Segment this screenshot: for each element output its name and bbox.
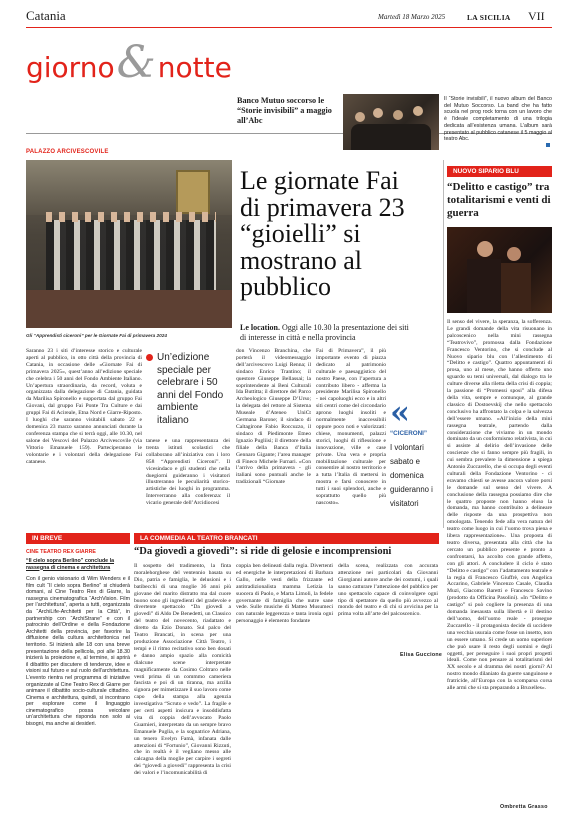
pull-bullet-icon bbox=[146, 354, 153, 361]
quote-mark-icon: « bbox=[390, 393, 410, 431]
comedy-col2: coppia ben delineati dalla regia. Divertenti ed energiche le interpretazioni di Barbara Gallo, nelle vesti della frizzante ed antitradizionalista mamma Letizia la suocera di Paolo, e Marta Limoli, la fedele governante di famiglia che nutre sane vede. Sulle musiche di Matteo Musumeci con naturale leggerezza e tanta ironia ogni personaggio è elemento fondante bbox=[236, 563, 333, 625]
side-divider bbox=[443, 160, 444, 528]
side-author: Ombretta Grasso bbox=[500, 804, 548, 810]
header-rule bbox=[26, 27, 552, 28]
palazzo-kicker: PALAZZO ARCIVESCOVILE bbox=[26, 149, 109, 155]
header-date: Martedì 18 Marzo 2025 bbox=[378, 13, 446, 21]
promo-text: Il “Storie invisibili”, il nuovo album del Banco del Mutuo Soccorso. La band che ha fatto scuola nel prog rock torna con un lavoro che è l’ideale completamento di una trilogia dedicata all’esistenza umana. L’album sarà presentato al pubblico catanese il 5 maggio al teatro Abc. bbox=[444, 96, 552, 143]
section-title-part1: giorno bbox=[26, 51, 115, 84]
quote-title: “CICERONI” bbox=[390, 430, 428, 437]
comedy-title: “Da giovedì a giovedì”: si ride di gelosie e incomprensioni bbox=[134, 546, 392, 557]
promo-title: Banco Mutuo soccorso le “Storie invisibili” a maggio all’Abc bbox=[237, 96, 332, 125]
brief-header: IN BREVE bbox=[26, 533, 130, 544]
section-title-part2: notte bbox=[157, 51, 232, 84]
main-lead-text: Oggi alle 10.30 la presentazione dei siti di interesse in città e nella provincia bbox=[240, 323, 409, 342]
promo-photo bbox=[343, 94, 439, 150]
main-lead-bold: Le location. bbox=[240, 323, 280, 332]
main-title: Le giornate Fai di primavera 23 “gioielli” si mostrano al pubblico bbox=[240, 166, 405, 301]
main-lead bbox=[240, 323, 415, 342]
quote-box bbox=[390, 393, 440, 511]
comedy-author: Elisa Guccione bbox=[400, 652, 443, 658]
main-photo bbox=[26, 160, 232, 328]
header-page: VII bbox=[528, 9, 545, 23]
main-col3: don Vincenzo Branchina, che porterà il videomessaggio dell’arcivescovo Luigi Renna; il sindaco Enrico Trantino; il questore Giuseppe Bellassai; la soprintendente ai Beni Culturali Ida Buttitta; il direttore del Parco Archeologico Giuseppe D’Urso; la delegata del rettore al Sistema Museale d’Ateneo UniCt Germana Barone; il sindaco di Caltagirone Fabio Roccuzzo, il sindaco di Piedimonte Etneo Ignazio Pugliisi; il direttore della filiale della Banca d’Italia Gennaro Gigante; l’area manager di Fineco Michele Furnari. «Con l’arrivo della primavera - gli italiani sono puntuali anche le tradizionali “Giornate bbox=[236, 348, 311, 486]
main-col4: Fai di Primavera”, il più importante evento di piazza dedicato al patrimonio culturale e paesaggistico del nostro Paese, con l’apertura a contributo libero - afferma la presidente Marilisa Spironello - nei capoluoghi ecco e in altri siti centri come del circondario aprono luoghi insoliti e normalmente inaccessibili oppure poco noti e valorizzati: chiese, monumenti, palazzi storici, luoghi di riflessione e innovazione, ville e case private. Una vera e propria mobilitazione culturale per consentire al nostro territorio e a tutta l’Italia di mettersi in mostra e farsi conoscere in tutti i suoi splendori, anche e soprattutto quello più nascosto». bbox=[316, 348, 386, 506]
brief-title: “Il cielo sopra Berlino” conclude la rassegna di cinema e architettura bbox=[26, 558, 115, 571]
brief-text: Con il genio visionario di Wim Wenders e il film cult “Il cielo sopra Berlino” si chiuderà domani, al Cine Teatro Rex di Giarre, la rassegna cinematografica “ArchVision. Film per l’architettura”, aperta a tutti, organizzata da “ArchiLife-Architetti per la Città”, in partnership con “ArchiStrane” e con il patrocinio dell’Ordine e della Fondazione Architetti della provincia, per favorire la diffusione della cultura architettonica nel territorio. Si inizierà alle 18 con una breve presentazione della pellicola, poi alle 18.30 inizierà la proiezione e, al termine, si aprirà il dibattito per discutere di tendenze, idee e visioni sul futuro e sul ruolo dell’architettura. L’evento rientra nel programma di iniziative organizzate al Cine Teatro Rex di Giarre per animare il dibattito socio-culturale cittadino. Cinema e architettura, quindi, si incontrano per esplorare come il linguaggio cinematografico possa veicolare un’architettura che risponda non solo ai bisogni, ma anche ai desideri. bbox=[26, 576, 130, 728]
side-title: “Delitto e castigo” tra totalitarismi e venti di guerra bbox=[447, 181, 551, 219]
promo-bullet bbox=[546, 143, 550, 147]
main-pull-text: Un’edizione speciale per celebrare i 50 anni del Fondo ambiente italiano bbox=[157, 352, 224, 426]
comedy-col1: Il sospetto del tradimento, la finta moralehorghese del ventennio basata su Dio, patria e famiglia, le delusioni e i batibecchi di una moglie 36 anni più giovane del marito distratto ma dal cuore buono sono gli ingredienti del gradevole e divertente spettacolo “Da giovedì a giovedì” di Aldo De Benedetti, un Classico del teatro del novecento, riadattato e diretto da Ezio Donato. Sul palco del Teatro Brancati, in scena per una produzione Associazione Città Teatro, i tempi e il ritmo recitativo sono ben dosati e danno ampio spazio alla comicità dialcune scene interpretate magnificamente da Cosimo Coltraro nelle vesti prima di un commmo cameriera fascista e poi di un tiranna, ma arzilla signora per mimetizzare il suo lavoro come capo della stampa alla agenzia investigativa “Scruto e vedo”. La fragile e per certi aspetti insicura e insoddisfatta vita di coppia dell’avvocato Paolo Guarnieri, interpretato da un sempre bravo Emanuele Puglia, e la sognatrice Adriana, un tenero Evelyn Famà, infanata dalle attenzioni di “Fortunio”, Giovanni Rizzuti, che in realtà è il vegliano messo alle calcagna della moglie per carpire i segreti dei “giovedì a giovedì” rappresenta la crisi dei valori e l’incomunicabilità di bbox=[134, 563, 231, 777]
header-paper: LA SICILIA bbox=[467, 13, 511, 22]
main-pull bbox=[146, 352, 230, 427]
main-col2: tanese e una rappresentanza dei trenta istituti scolastici che collaborano all’iniziativa con i loro 858 “Apprendisti Ciceroni”. Il vicesindaco e gli studenti che nella duegiorni guideranno i visitatori illustreranno le peculiarità storico-artistiche dei luoghi in programma. Interverranno alla conferenza: il vicario generale dell’Arcidiocesi bbox=[146, 438, 230, 507]
section-title bbox=[26, 37, 232, 88]
main-photo-caption: Gli “Apprendisti ciceroni” per le Giornate Fai di primavera 2024 bbox=[26, 333, 167, 338]
side-text: Il senso del vivere, la speranza, la sofferenza. Le grandi domande della vita risuonano in palcoscenico nella mini rassegna “Teatrovivo”, promossa dalla Fondazione Francesco Ventorino, che si conclude al Nuovo sipario blu con l’allestimento di “Delitto e castigo”. Quattro appuntamenti di prosa, uno al mese, che hanno offerto uno sguardo su temi universali, dal dialogo tra le culture diverse alla riletta della crisi di coppia; la passione di “Promessi sposi” alla difesa della vita, sempre e comunque, al grande classico di Dostoevskij che nello spettacolo conclusivo ha affrontato la colpa e la salvezza dell’essere umano. «All’inizio della mini rassegna teatrale, partendo dalla considerazione che viviamo in un mondo dominato da un conformismo relativista, in cui si assiste al delirio dell’invasione delle coscienze che si fanno sempre più fragili, in cui sembra prevalere la dimensione a spiega Antonio Zuccarello, che si occupa degli eventi culturali della Fondazione Ventorino - ci eravamo chiesti se avesse ancora valore porsi le domande sul senso del vivere. A conclusione della rassegna possiamo dire che le quattro proposte non hanno eluso la domanda, ma hanno contribuito a delineare delle risposte da una prospettiva non omologata. Tenendo fede alla vera natura del teatro come luogo in cui l’uomo trova piena e libera rappresentazione». Una proposta di teatro diversa, presentata alla città che ha cercato un pubblico presente e pronto a confrontarsi, ha accolto con grande affetto, con gli attori. A concludere il ciclo è stato “Delitto e castigo” con l’adattamento teatrale e la regia di Francesco Giuffrè, con Angelica Accarino, Gabriele Vincenzo Casale, Claudia Muzi, Giacomo Baretti e Francesco Savino (prodotto da Officina Pasolini). «In “Delitto e castigo” si può cogliere la presenza di una domanda inesausta sulla libertà e il destino dell’uomo, dell’uomo reale - prosegue Zuccarello - il protagonista decide di uccidere una vecchia usuraia come fosse un insetto, non un essere umano. Si crede un uomo superiore che può usare il resto degli uomini e degli oggetti, per perseguire i suoi propri progetti ideali. Come non pensare ai totalitarismi del XX secolo e al dramma dei nostri giorni? Al nostro mondo dilaniato da guerre sanguinose e fratricide, all’Europa con la scomparsa corsa alle armi che si sta preparando a Bruxelles». bbox=[447, 319, 552, 692]
side-kicker: NUOVO SIPARIO BLU bbox=[447, 166, 552, 177]
section-ampersand: & bbox=[116, 37, 156, 88]
comedy-col3: della scena, realizzata con accurata attenzione nei particolari da Giovanni Giorgianni autore anche dei costumi, i quali sanno catturare l’attenzione del pubblico per uno spettacolo capace di coinvolgere ogni tipo di spettatore da quello più avvezzo al mondo del teatro e di chi si avvicina per la prima volta all’arte del palcoscenico. bbox=[338, 563, 438, 618]
quote-text: I volontari sabato e domenica guideranno i visitatori bbox=[390, 443, 433, 508]
comedy-header: LA COMMEDIA AL TEATRO BRANCATI bbox=[134, 533, 439, 544]
brief-kicker: CINE TEATRO REX GIARRE bbox=[26, 549, 96, 555]
side-photo bbox=[447, 227, 552, 313]
header-city: Catania bbox=[26, 8, 66, 23]
main-col1: Saranno 23 i siti d’interesse storico e culturale aperti al pubblico, in otto città della provincia di Catania, in occasione delle «Giornate Fai di primavera 2025», quest’anno all’edizione speciale che celebra i 50 anni del Fondo Ambiente Italiano. Un’apertura straordinaria, da record, voluta e organizzata dalla delegazione di Catania, guidata da Marilisa Spironello e supportata dal gruppo Fai Giovani, dal gruppo Fai Ponte Tra Culture e dai gruppi Fai di Acireale, Etna Nord e Giarre-Riposto. I luoghi che saranno visitabili sabato 22 e domenica 23 marzo saranno annunciati durante la conferenza stampa che si terrà oggi, alle 10.30, nel salone dei Vescovi del Palazzo Arcivescovile (via Vittorio Emanuele 159). Parteciperanno le volontarie e i volontari della delegazione Fai catanese. bbox=[26, 348, 142, 465]
